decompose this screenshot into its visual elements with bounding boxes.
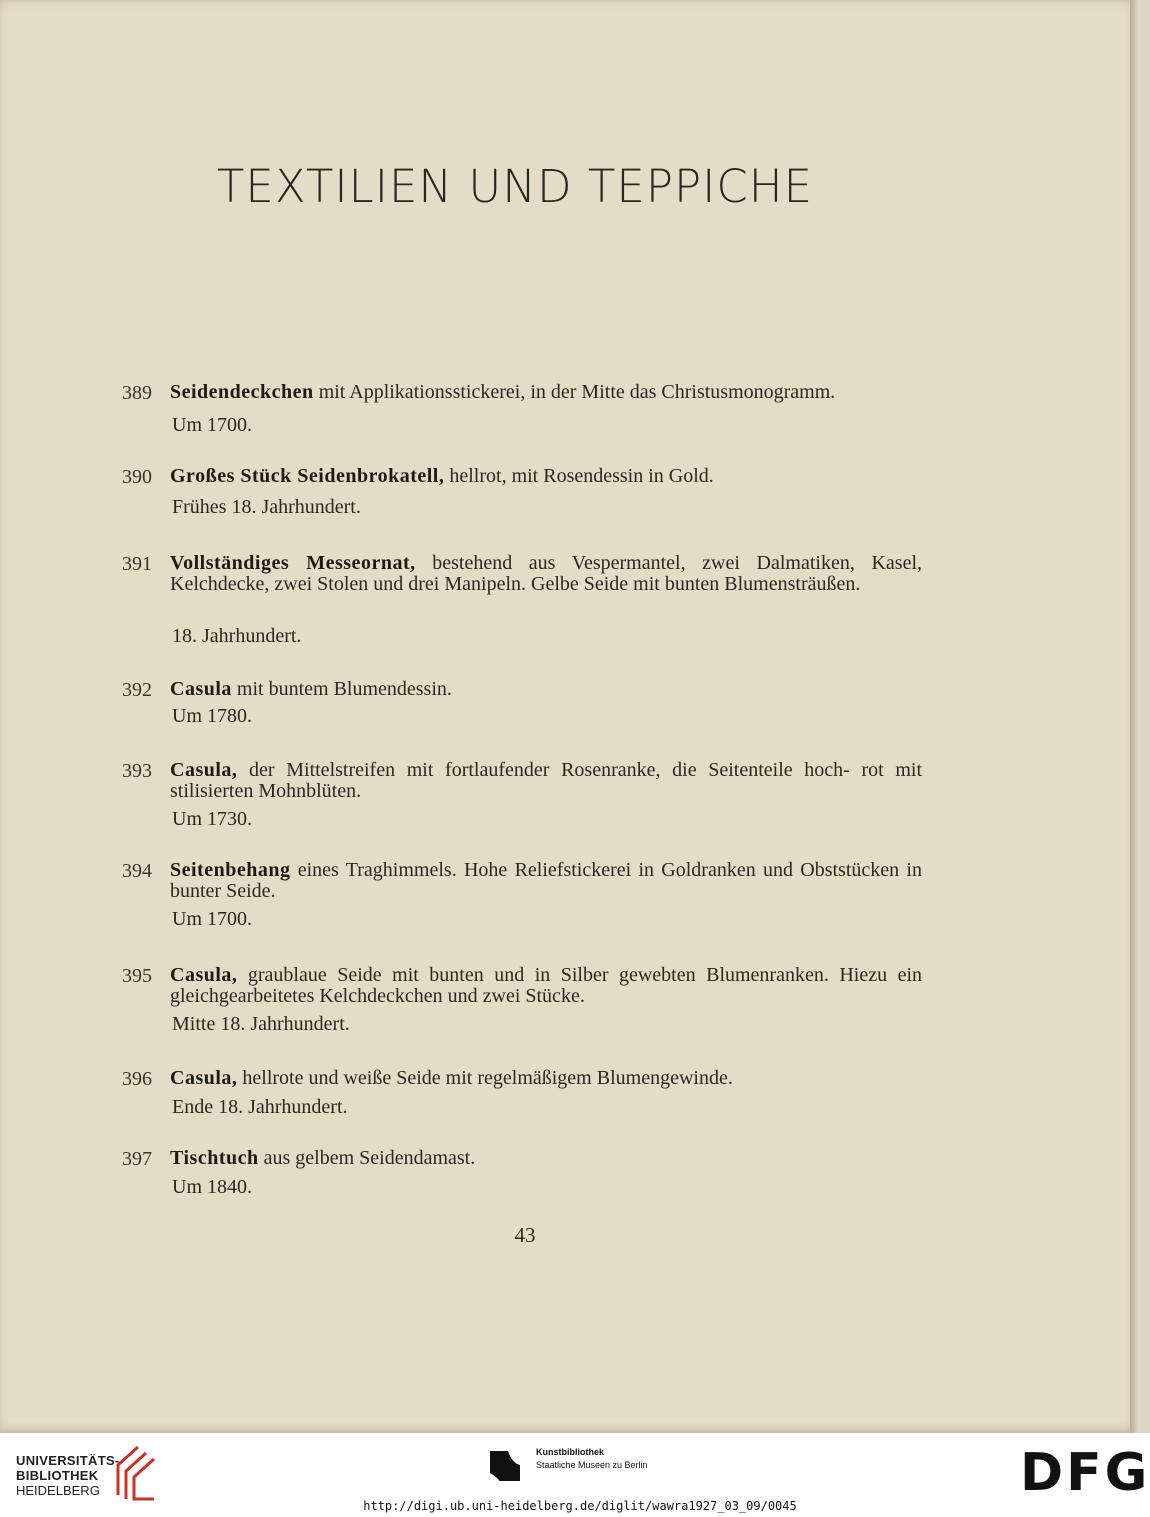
entry-text: bestehend aus Vespermantel, zwei Dalmatiken, Kasel, Kelchdecke, zwei Stolen und drei Manipeln. Gelbe Seide mit bunten Blumensträußen. xyxy=(170,552,923,595)
entry-name: Casula xyxy=(170,678,232,700)
library-name-line2: BIBLIOTHEK xyxy=(16,1468,99,1483)
entry-text: aus gelbem Seidendamast. xyxy=(258,1147,476,1169)
entry-date: 18. Jahrhundert. xyxy=(172,625,302,647)
entry-name: Casula, xyxy=(170,1067,238,1089)
entry-description xyxy=(170,382,922,403)
entry-text: mit buntem Blumendessin. xyxy=(231,678,452,700)
source-url-link[interactable]: http://digi.ub.uni-heidelberg.de/diglit/wawra1927_03_09/0045 xyxy=(363,1499,797,1513)
entry-number: 396 xyxy=(122,1068,152,1090)
dfg-logo: DFG xyxy=(1020,1443,1150,1503)
entry-text: hellrot, mit Rosendessin in Gold. xyxy=(444,465,714,487)
entry-number: 394 xyxy=(122,860,152,882)
entry-date: Ende 18. Jahrhundert. xyxy=(172,1096,348,1118)
entry-date: Um 1730. xyxy=(172,808,252,830)
footer-bar xyxy=(0,1433,1150,1517)
entry-name: Vollständiges Messeornat, xyxy=(170,552,416,574)
entry-description xyxy=(170,1148,922,1169)
page-title: TEXTILIEN UND TEPPICHE xyxy=(216,160,814,213)
entry-name: Seidendeckchen xyxy=(170,381,314,403)
entry-description xyxy=(170,760,922,802)
entry-number: 390 xyxy=(122,466,152,488)
kunstbibliothek-name xyxy=(536,1446,648,1472)
kunstbibliothek-logo-icon xyxy=(490,1447,526,1487)
entry-description xyxy=(170,965,922,1007)
entry-date: Um 1780. xyxy=(172,705,252,727)
entry-name: Casula, xyxy=(170,759,238,781)
library-name-line3: HEIDELBERG xyxy=(16,1483,100,1498)
entry-number: 397 xyxy=(122,1148,152,1170)
library-name-line1: UNIVERSITÄTS- xyxy=(16,1453,120,1468)
entry-description xyxy=(170,553,922,595)
entry-date: Um 1840. xyxy=(172,1176,252,1198)
entry-date: Um 1700. xyxy=(172,414,252,436)
kunstbibliothek-line2: Staatliche Museen zu Berlin xyxy=(536,1460,648,1470)
entry-description xyxy=(170,860,922,902)
entry-number: 391 xyxy=(122,553,152,575)
entry-number: 389 xyxy=(122,382,152,404)
page-number: 43 xyxy=(514,1223,536,1247)
entry-number: 393 xyxy=(122,760,152,782)
entry-description xyxy=(170,466,922,487)
entry-name: Casula, xyxy=(170,964,238,986)
library-name xyxy=(16,1453,120,1498)
entry-description xyxy=(170,1068,922,1089)
entry-number: 395 xyxy=(122,965,152,987)
entry-name: Seitenbehang xyxy=(170,859,291,881)
entry-text: hellrote und weiße Seide mit regelmäßigem Blumengewinde. xyxy=(237,1067,733,1089)
entry-date: Frühes 18. Jahrhundert. xyxy=(172,496,361,518)
entry-number: 392 xyxy=(122,679,152,701)
entry-date: Um 1700. xyxy=(172,908,252,930)
entry-name: Großes Stück Seidenbrokatell, xyxy=(170,465,445,487)
ub-heidelberg-logo-icon xyxy=(108,1443,160,1501)
entry-text: eines Traghimmels. Hohe Reliefstickerei in Goldranken und Obststücken in bunter Seide. xyxy=(170,859,922,902)
entry-text: graublaue Seide mit bunten und in Silber gewebten Blumenranken. Hiezu ein gleichgearbeitetes Kelchdeckchen und zwei Stücke. xyxy=(170,964,922,1007)
entry-description xyxy=(170,679,922,700)
entry-date: Mitte 18. Jahrhundert. xyxy=(172,1013,350,1035)
entry-text: mit Applikationsstickerei, in der Mitte das Christusmonogramm. xyxy=(313,381,836,403)
kunstbibliothek-line1: Kunstbibliothek xyxy=(536,1447,604,1457)
page-edge-shadow xyxy=(1130,0,1140,1433)
entry-name: Tischtuch xyxy=(170,1147,259,1169)
entry-text: der Mittelstreifen mit fortlaufender Rosenranke, die Seitenteile hoch- rot mit stilisierten Mohnblüten. xyxy=(170,759,922,802)
